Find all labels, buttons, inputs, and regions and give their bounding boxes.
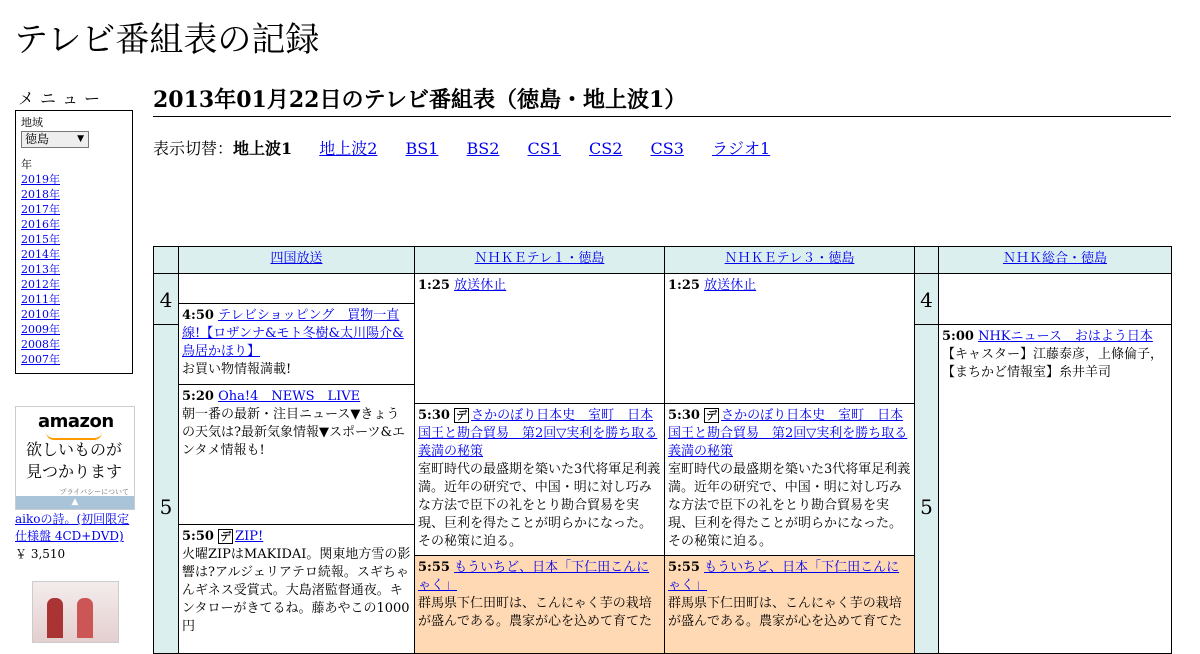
year-link-2015[interactable]: 2015年 <box>21 233 60 246</box>
channel-header <box>414 246 665 274</box>
hour-cell <box>914 324 939 654</box>
program-time: 5:30 <box>418 408 450 423</box>
hour-cell <box>914 273 939 325</box>
tab-cs3[interactable]: CS3 <box>650 139 684 158</box>
program-cell <box>414 403 665 556</box>
program-title-link[interactable]: Oha!4 NEWS LIVE <box>218 389 361 404</box>
tab-cs1[interactable]: CS1 <box>527 139 561 158</box>
program-desc: お買い物情報満載! <box>182 362 292 377</box>
year-label: 年 <box>21 158 32 171</box>
display-switch <box>153 136 793 159</box>
region-select-value: 徳島 <box>25 132 50 146</box>
ad-copy-line-2: 見つかります <box>26 462 123 481</box>
program-cell <box>178 524 415 654</box>
amazon-logo: amazon <box>38 411 114 432</box>
program-title-link[interactable]: 放送休止 <box>704 278 757 293</box>
program-title-link[interactable]: NHKニュース おはよう日本 <box>978 329 1153 344</box>
program-cell <box>178 303 415 385</box>
ad-copy <box>26 439 122 483</box>
product-thumbnail[interactable] <box>32 581 119 643</box>
program-cell <box>664 403 915 556</box>
digital-data-icon: デ <box>706 409 718 422</box>
year-link-2008[interactable]: 2008年 <box>21 338 60 351</box>
hour-label: 5 <box>920 495 933 519</box>
year-link-2010[interactable]: 2010年 <box>21 308 60 321</box>
schedule-grid <box>153 246 1172 646</box>
digital-data-icon: デ <box>456 409 468 422</box>
channel-link-etv3[interactable]: ＮＨＫＥテレ３・徳島 <box>724 251 855 266</box>
tab-radio1[interactable]: ラジオ1 <box>711 139 771 158</box>
menu-heading: メニュー <box>18 89 107 108</box>
year-link-2016[interactable]: 2016年 <box>21 218 60 231</box>
program-cell <box>938 324 1172 654</box>
program-time: 5:20 <box>182 389 214 404</box>
year-link-2011[interactable]: 2011年 <box>21 293 60 306</box>
ad-privacy-link[interactable]: プライバシーについて <box>59 488 129 496</box>
channel-header <box>178 246 415 274</box>
program-desc: 火曜ZIPはMAKIDAI。関東地方雪の影響は?アルジェリアテロ続報。スギちゃんギネス受賞式。大島渚監督通夜。キンタローがきてるね。藤あやこの1000円 <box>182 547 411 634</box>
year-link-2019[interactable]: 2019年 <box>21 173 60 186</box>
year-link-2012[interactable]: 2012年 <box>21 278 60 291</box>
program-desc: 室町時代の最盛期を築いた3代将軍足利義満。近年の研究で、中国・明に対し巧みな方法で臣下の礼をとり勘合貿易を実現、巨利を得たことが明らかになった。その秘策に迫る。 <box>668 462 911 549</box>
program-title-link[interactable]: テレビショッピング 買物一直線!【ロザンナ&モト冬樹&太川陽介&鳥居かほり】 <box>182 308 404 359</box>
product-thumbnail-figure <box>47 598 63 638</box>
program-title-link[interactable]: さかのぼり日本史 室町 日本国王と勘合貿易 第2回▽実利を勝ち取る義満の秘策 <box>418 408 658 459</box>
program-cell <box>414 555 665 654</box>
menu-panel <box>15 110 133 374</box>
program-desc: 朝一番の最新・注目ニュース▼きょうの天気は?最新気象情報▼スポーツ&エンタメ情報も! <box>182 407 406 458</box>
amazon-ad-banner[interactable] <box>15 406 135 510</box>
program-cell-empty <box>938 273 1172 325</box>
hour-cell <box>153 273 179 325</box>
ad-copy-line-1: 欲しいものが <box>26 440 123 459</box>
year-link-2017[interactable]: 2017年 <box>21 203 60 216</box>
channel-header <box>938 246 1172 274</box>
site-title: テレビ番組表の記録 <box>14 20 320 60</box>
program-time: 5:00 <box>942 329 974 344</box>
tab-terrestrial-1-current: 地上波1 <box>233 139 293 158</box>
year-link-2014[interactable]: 2014年 <box>21 248 60 261</box>
program-title-link[interactable]: ZIP! <box>235 529 264 544</box>
tab-bs2[interactable]: BS2 <box>466 139 500 158</box>
program-time: 5:55 <box>668 560 700 575</box>
program-time: 4:50 <box>182 308 214 323</box>
channel-link-sogo[interactable]: ＮＨＫ総合・徳島 <box>1002 251 1107 266</box>
tab-cs2[interactable]: CS2 <box>589 139 623 158</box>
channel-link-etv1[interactable]: ＮＨＫＥテレ１・徳島 <box>474 251 605 266</box>
page-title: 2013年01月22日のテレビ番組表（徳島・地上波1） <box>153 83 1171 117</box>
hour-label: 4 <box>159 288 173 312</box>
hour-label: 4 <box>920 288 933 312</box>
ad-scroll-up-icon[interactable]: ▲ <box>16 496 134 509</box>
program-time: 1:25 <box>668 278 700 293</box>
chevron-down-icon: ▼ <box>77 134 84 144</box>
corner-header <box>914 246 939 274</box>
display-switch-label: 表示切替： <box>153 139 234 158</box>
program-cell <box>414 273 665 404</box>
program-desc: 室町時代の最盛期を築いた3代将軍足利義満。近年の研究で、中国・明に対し巧みな方法で臣下の礼をとり勘合貿易を実現、巨利を得たことが明らかになった。その秘策に迫る。 <box>418 462 661 549</box>
program-time: 1:25 <box>418 278 450 293</box>
program-desc: 群馬県下仁田町は、こんにゃく芋の栽培が盛んである。農家が心を込めて育てた <box>418 596 653 629</box>
program-cell <box>664 555 915 654</box>
channel-header <box>664 246 915 274</box>
program-time: 5:30 <box>668 408 700 423</box>
program-title-link[interactable]: もういちど、日本「下仁田こんにゃく」 <box>418 560 650 593</box>
program-desc: 群馬県下仁田町は、こんにゃく芋の栽培が盛んである。農家が心を込めて育てた <box>668 596 903 629</box>
product-price: ￥ 3,510 <box>15 547 66 561</box>
product-thumbnail-figure <box>77 598 93 638</box>
program-title-link[interactable]: もういちど、日本「下仁田こんにゃく」 <box>668 560 900 593</box>
program-desc: 【キャスター】江藤泰彦，上條倫子，【まちかど情報室】糸井羊司 <box>942 347 1164 380</box>
year-list <box>21 172 127 367</box>
tab-bs1[interactable]: BS1 <box>405 139 439 158</box>
tab-terrestrial-2[interactable]: 地上波2 <box>319 139 378 158</box>
hour-cell <box>153 324 179 654</box>
channel-link-shikoku[interactable]: 四国放送 <box>270 251 323 266</box>
year-link-2018[interactable]: 2018年 <box>21 188 60 201</box>
hour-label: 5 <box>159 495 173 519</box>
region-select[interactable] <box>21 131 89 148</box>
program-cell <box>664 273 915 404</box>
program-title-link[interactable]: さかのぼり日本史 室町 日本国王と勘合貿易 第2回▽実利を勝ち取る義満の秘策 <box>668 408 908 459</box>
program-cell <box>178 384 415 525</box>
year-link-2013[interactable]: 2013年 <box>21 263 60 276</box>
program-cell-empty <box>178 273 415 304</box>
program-title-link[interactable]: 放送休止 <box>454 278 507 293</box>
year-link-2009[interactable]: 2009年 <box>21 323 60 336</box>
corner-header <box>153 246 179 274</box>
program-time: 5:50 <box>182 529 214 544</box>
product-link[interactable]: aikoの詩。(初回限定仕様盤 4CD+DVD) <box>15 512 130 543</box>
program-time: 5:55 <box>418 560 450 575</box>
digital-data-icon: デ <box>220 530 232 543</box>
region-label: 地域 <box>21 116 43 129</box>
year-link-2007[interactable]: 2007年 <box>21 353 60 366</box>
